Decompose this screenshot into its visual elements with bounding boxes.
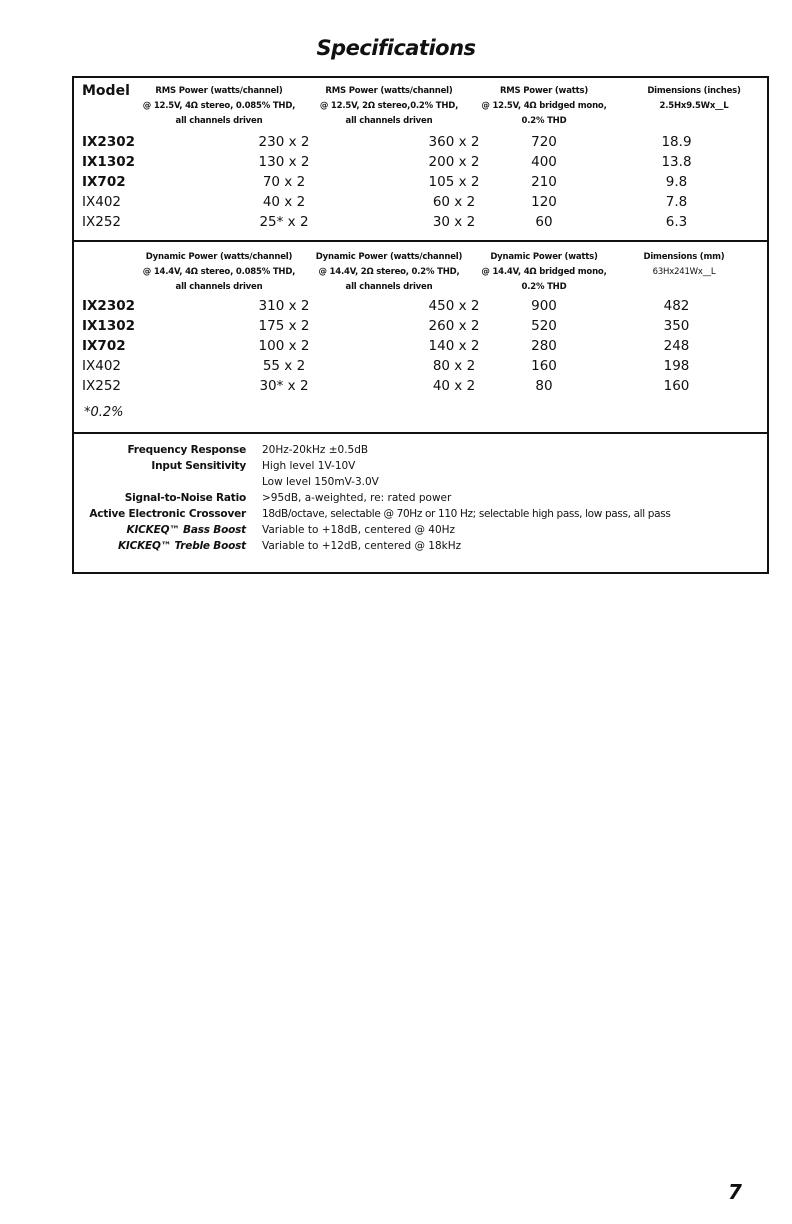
rms-bridged-value: 720 [531, 134, 557, 150]
dimension-inches-value: 7.8 [665, 194, 688, 210]
spec-row [74, 476, 767, 492]
header-line: all channels driven [175, 282, 263, 292]
header-line: 63Hx241Wx__L [652, 267, 716, 277]
spec-label: KICKEQ™ Treble Boost [117, 540, 246, 552]
rms-4ohm-value: 130 x 2 [258, 154, 310, 170]
header-line: 2.5Hx9.5Wx__L [659, 101, 729, 111]
dynamic-4ohm-value: 30* x 2 [259, 378, 309, 394]
section-divider [74, 432, 767, 434]
dynamic-4ohm-value: 310 x 2 [258, 298, 310, 314]
rms-2ohm-value: 360 x 2 [428, 134, 480, 150]
rms-2ohm-value: 30 x 2 [432, 214, 476, 230]
model-name: IX702 [82, 338, 126, 354]
dimension-mm-value: 160 [663, 378, 690, 394]
specifications-table [72, 76, 769, 574]
model-name: IX1302 [82, 318, 136, 334]
dimension-mm-value: 248 [663, 338, 690, 354]
rms-2ohm-value: 60 x 2 [432, 194, 476, 210]
dynamic-bridged-value: 520 [531, 318, 557, 334]
header-line: all channels driven [345, 282, 433, 292]
page-title: Specifications [316, 36, 476, 60]
spec-value: Variable to +12dB, centered @ 18kHz [262, 540, 462, 552]
header-line: 0.2% THD [521, 282, 567, 292]
dynamic-bridged-value: 280 [531, 338, 557, 354]
header-line: @ 14.4V, 2Ω stereo, 0.2% THD, [318, 267, 460, 277]
dynamic-4ohm-value: 100 x 2 [258, 338, 310, 354]
table-row [74, 214, 767, 234]
dynamic-header-stereo-2ohm [299, 250, 479, 295]
dynamic-4ohm-value: 55 x 2 [262, 358, 306, 374]
spec-value: Low level 150mV-3.0V [262, 476, 379, 488]
rms-4ohm-value: 230 x 2 [258, 134, 310, 150]
header-line: Dynamic Power (watts/channel) [315, 252, 463, 262]
header-line: RMS Power (watts/channel) [155, 86, 283, 96]
header-line: RMS Power (watts) [499, 86, 589, 96]
rms-header-bridged-mono [459, 84, 629, 129]
model-name: IX402 [82, 358, 121, 374]
spec-label: Frequency Response [127, 444, 246, 456]
table-row [74, 134, 767, 154]
model-name: IX402 [82, 194, 121, 210]
rms-bridged-value: 400 [531, 154, 557, 170]
table-row [74, 378, 767, 398]
rms-header-dimensions [619, 84, 769, 114]
dimension-mm-value: 350 [663, 318, 690, 334]
header-line: Dynamic Power (watts) [490, 252, 598, 262]
spec-row [74, 460, 767, 476]
rms-4ohm-value: 40 x 2 [262, 194, 306, 210]
spec-value: Variable to +18dB, centered @ 40Hz [262, 524, 456, 536]
dynamic-power-section [74, 242, 767, 432]
dynamic-bridged-value: 160 [531, 358, 557, 374]
rms-2ohm-value: 200 x 2 [428, 154, 480, 170]
model-name: IX252 [82, 214, 121, 230]
header-line: @ 12.5V, 2Ω stereo,0.2% THD, [319, 101, 459, 111]
rms-bridged-value: 210 [531, 174, 557, 190]
table-row [74, 318, 767, 338]
dynamic-2ohm-value: 450 x 2 [428, 298, 480, 314]
header-line: Dynamic Power (watts/channel) [145, 252, 293, 262]
model-column-header: Model [82, 83, 130, 99]
dimension-mm-value: 482 [663, 298, 690, 314]
rms-header-stereo-2ohm [299, 84, 479, 129]
table-row [74, 154, 767, 174]
footnote: *0.2% [84, 405, 124, 420]
general-specs-section [74, 444, 767, 574]
header-line: RMS Power (watts/channel) [325, 86, 453, 96]
header-line: Dimensions (mm) [643, 252, 725, 262]
dimension-inches-value: 6.3 [665, 214, 688, 230]
dynamic-2ohm-value: 40 x 2 [432, 378, 476, 394]
rms-4ohm-value: 25* x 2 [259, 214, 309, 230]
dimension-inches-value: 18.9 [661, 134, 692, 150]
dynamic-2ohm-value: 140 x 2 [428, 338, 480, 354]
rms-bridged-value: 120 [531, 194, 557, 210]
table-row [74, 194, 767, 214]
model-name: IX702 [82, 174, 126, 190]
dimension-inches-value: 13.8 [661, 154, 692, 170]
header-line: @ 12.5V, 4Ω stereo, 0.085% THD, [142, 101, 296, 111]
model-name: IX252 [82, 378, 121, 394]
rms-2ohm-value: 105 x 2 [428, 174, 480, 190]
rms-power-section [74, 78, 767, 240]
spec-label: Input Sensitivity [151, 460, 246, 472]
dynamic-header-dimensions [599, 250, 769, 280]
header-line: all channels driven [175, 116, 263, 126]
spec-label: KICKEQ™ Bass Boost [126, 524, 246, 536]
header-line: @ 14.4V, 4Ω bridged mono, [481, 267, 607, 277]
model-name: IX2302 [82, 134, 136, 150]
dynamic-2ohm-value: 80 x 2 [432, 358, 476, 374]
spec-row [74, 492, 767, 508]
header-line: @ 12.5V, 4Ω bridged mono, [481, 101, 607, 111]
header-line: Dimensions (inches) [647, 86, 741, 96]
spec-label: Active Electronic Crossover [89, 508, 246, 520]
model-name: IX1302 [82, 154, 136, 170]
dimension-mm-value: 198 [663, 358, 690, 374]
table-row [74, 358, 767, 378]
rms-header-stereo-4ohm [129, 84, 309, 129]
table-row [74, 174, 767, 194]
dimension-inches-value: 9.8 [665, 174, 688, 190]
rms-4ohm-value: 70 x 2 [262, 174, 306, 190]
spec-value: 18dB/octave, selectable @ 70Hz or 110 Hz; selectable high pass, low pass, all pass [262, 508, 671, 520]
model-name: IX2302 [82, 298, 136, 314]
dynamic-bridged-value: 80 [535, 378, 553, 394]
spec-row [74, 508, 767, 524]
spec-row [74, 540, 767, 556]
spec-row [74, 444, 767, 460]
dynamic-4ohm-value: 175 x 2 [258, 318, 310, 334]
dynamic-2ohm-value: 260 x 2 [428, 318, 480, 334]
spec-value: High level 1V-10V [262, 460, 356, 472]
spec-value: >95dB, a-weighted, re: rated power [262, 492, 452, 504]
dynamic-bridged-value: 900 [531, 298, 557, 314]
table-row [74, 338, 767, 358]
spec-value: 20Hz-20kHz ±0.5dB [262, 444, 369, 456]
spec-label: Signal-to-Noise Ratio [124, 492, 246, 504]
spec-row [74, 524, 767, 540]
rms-bridged-value: 60 [535, 214, 553, 230]
page-number: 7 [728, 1180, 742, 1204]
header-line: @ 14.4V, 4Ω stereo, 0.085% THD, [142, 267, 296, 277]
table-row [74, 298, 767, 318]
header-line: 0.2% THD [521, 116, 567, 126]
dynamic-header-stereo-4ohm [129, 250, 309, 295]
header-line: all channels driven [345, 116, 433, 126]
